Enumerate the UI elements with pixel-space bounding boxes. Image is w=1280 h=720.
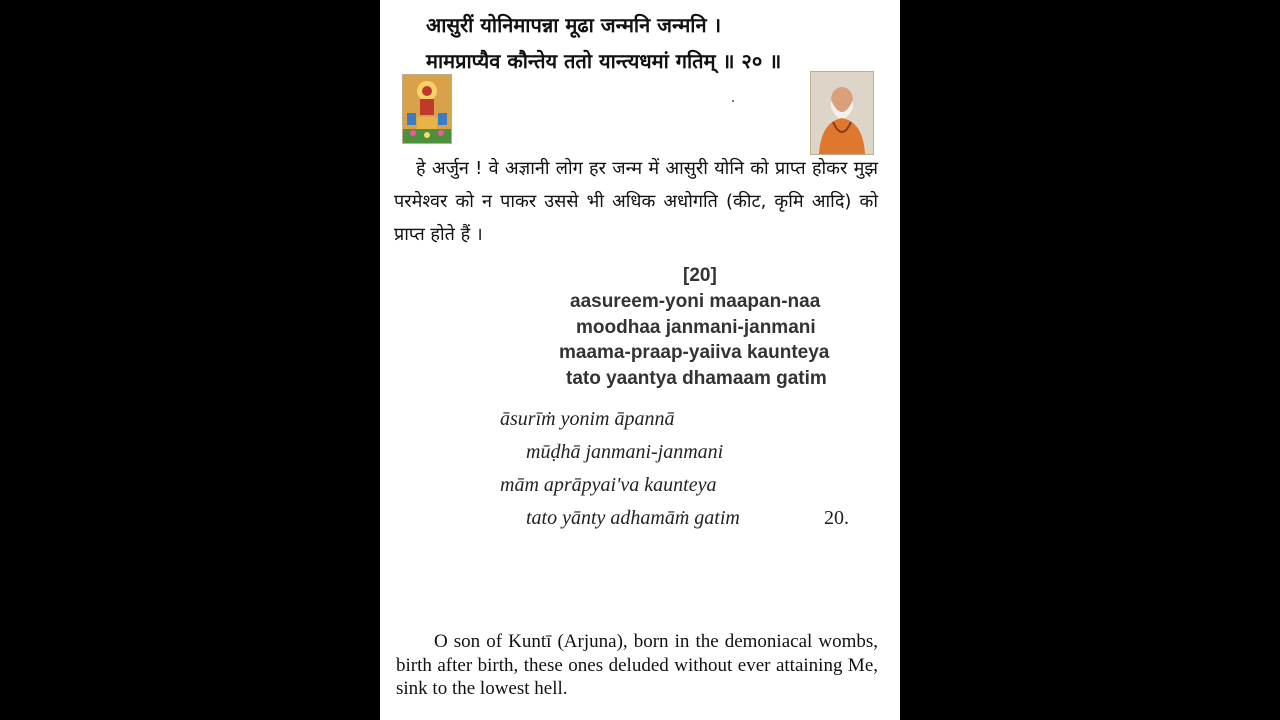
transliteration-verse-number: [20]	[683, 265, 717, 286]
sanskrit-verse-line-2: मामप्राप्यैव कौन्तेय ततो यान्त्यधमां गतिम् ॥ २० ॥	[426, 49, 782, 73]
transliteration-line-3: maama-praap-yaiiva kaunteya	[559, 342, 830, 363]
deity-painting-graphic	[403, 75, 451, 143]
saint-portrait-graphic	[811, 72, 873, 154]
transliteration-line-4: tato yaantya dhamaam gatim	[566, 368, 827, 389]
english-translation: O son of Kuntī (Arjuna), born in the demoniacal wombs, birth after birth, these ones deluded without ever attaining Me, sink to the lowest hell.	[396, 631, 878, 699]
sanskrit-verse-line-1: आसुरीं योनिमापन्ना मूढा जन्मनि जन्मनि ।	[426, 13, 722, 37]
iast-verse-number: 20.	[824, 507, 849, 529]
iast-line-4: tato yānty adhamāṁ gatim	[526, 507, 740, 529]
deity-painting-icon	[402, 74, 452, 144]
iast-line-2: mūḍhā janmani-janmani	[526, 441, 724, 463]
hindi-translation: हे अर्जुन ! वे अज्ञानी लोग हर जन्म में आसुरी योनि को प्राप्त होकर मुझ परमेश्वर को न पाकर उससे भी अधिक अधोगति (कीट, कृमि आदि) को प्राप्त होते हैं ।	[394, 158, 878, 245]
book-page	[380, 0, 900, 720]
iast-line-3: mām aprāpyai'va kaunteya	[500, 474, 717, 496]
speck	[732, 100, 734, 102]
transliteration-line-2: moodhaa janmani-janmani	[576, 317, 816, 338]
transliteration-line-1: aasureem-yoni maapan-naa	[570, 291, 821, 312]
iast-line-1: āsurīṁ yonim āpannā	[500, 408, 675, 430]
saint-portrait-icon	[810, 71, 874, 155]
